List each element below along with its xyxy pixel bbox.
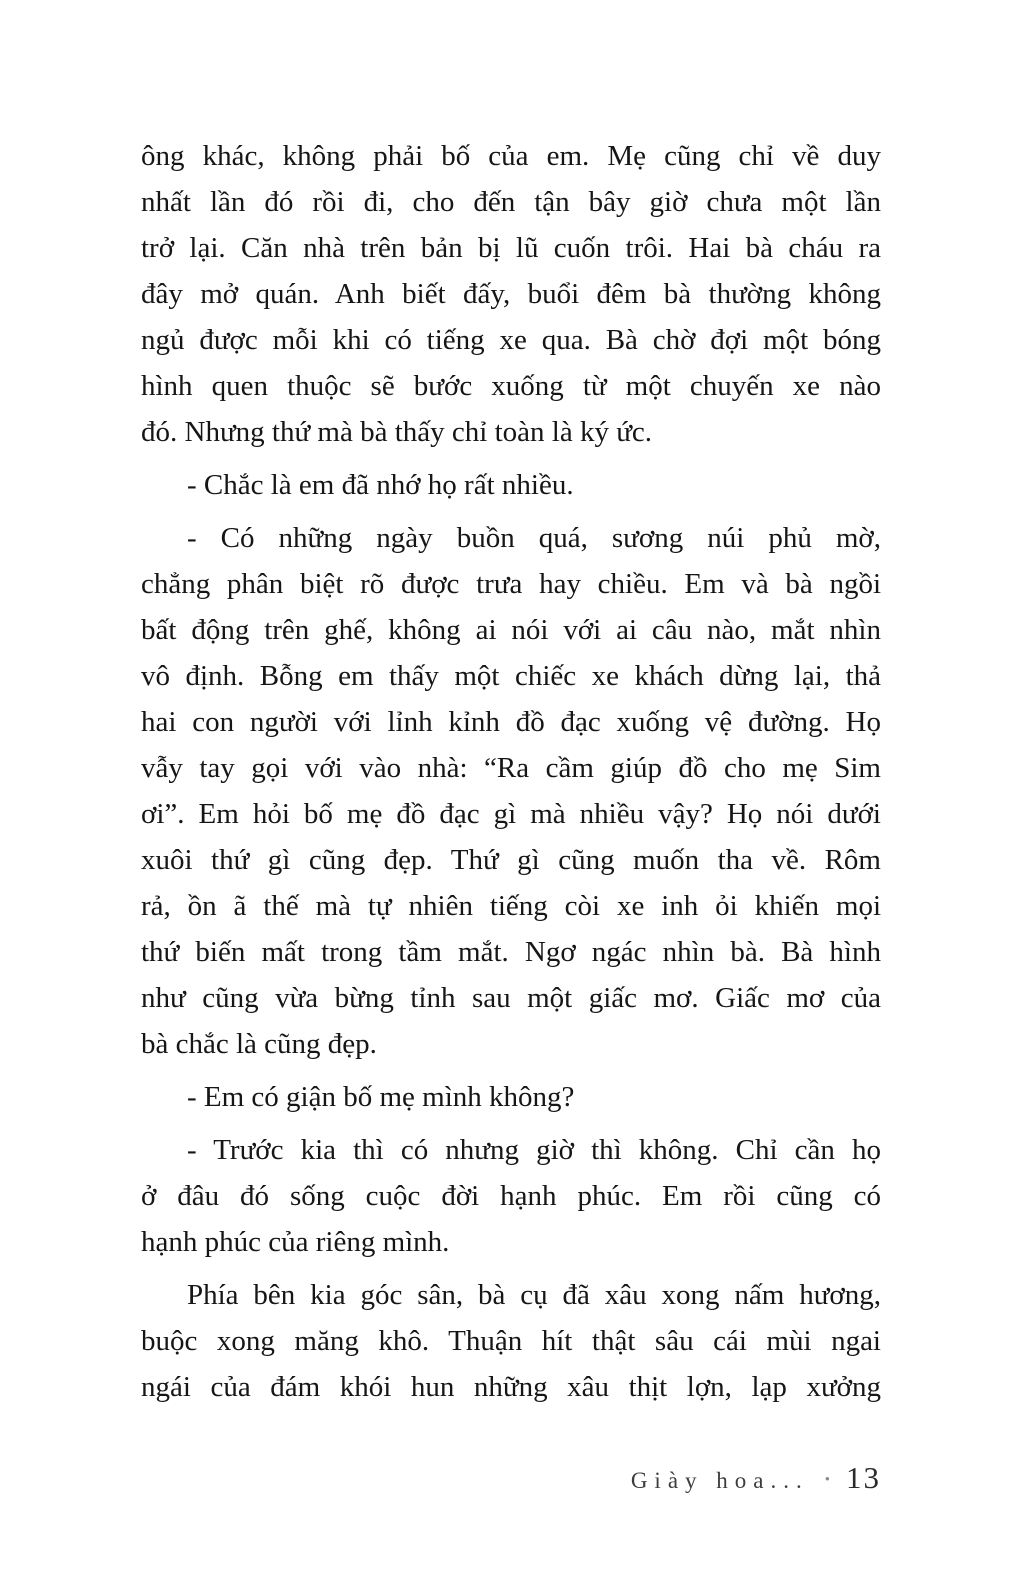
text-line: hình quen thuộc sẽ bước xuống từ một chuyến xe nào <box>141 370 881 402</box>
text-line: - Trước kia thì có nhưng giờ thì không. Chỉ cần họ <box>187 1134 881 1166</box>
text-line: buộc xong măng khô. Thuận hít thật sâu cái mùi ngai <box>141 1325 881 1357</box>
page-number: 13 <box>846 1460 881 1495</box>
text-line: ở đâu đó sống cuộc đời hạnh phúc. Em rồi cũng có <box>141 1180 881 1212</box>
text-line: - Có những ngày buồn quá, sương núi phủ mờ, <box>187 522 881 554</box>
text-line: rả, ồn ã thế mà tự nhiên tiếng còi xe inh ỏi khiến mọi <box>141 890 881 922</box>
paragraph <box>141 1272 881 1410</box>
text-line: - Chắc là em đã nhớ họ rất nhiều. <box>187 469 574 501</box>
paragraph <box>141 462 881 508</box>
paragraph <box>141 1127 881 1265</box>
text-line: đây mở quán. Anh biết đấy, buổi đêm bà thường không <box>141 278 881 310</box>
text-line: hai con người với lỉnh kỉnh đồ đạc xuống vệ đường. Họ <box>141 706 881 738</box>
text-line: đó. Nhưng thứ mà bà thấy chỉ toàn là ký ức. <box>141 416 653 448</box>
text-line: chẳng phân biệt rõ được trưa hay chiều. Em và bà ngồi <box>141 568 881 600</box>
text-line: ngái của đám khói hun những xâu thịt lợn, lạp xưởng <box>141 1371 881 1403</box>
text-line: trở lại. Căn nhà trên bản bị lũ cuốn trôi. Hai bà cháu ra <box>141 232 881 264</box>
text-line: ơi”. Em hỏi bố mẹ đồ đạc gì mà nhiều vậy? Họ nói dưới <box>141 798 881 830</box>
text-line: nhất lần đó rồi đi, cho đến tận bây giờ chưa một lần <box>141 186 881 218</box>
separator-dot-icon: • <box>824 1472 830 1488</box>
text-line: thứ biến mất trong tầm mắt. Ngơ ngác nhìn bà. Bà hình <box>141 936 881 968</box>
text-line: xuôi thứ gì cũng đẹp. Thứ gì cũng muốn tha về. Rôm <box>141 844 881 876</box>
text-line: bất động trên ghế, không ai nói với ai câu nào, mắt nhìn <box>141 614 881 646</box>
paragraph <box>141 133 881 455</box>
text-line: vô định. Bỗng em thấy một chiếc xe khách dừng lại, thả <box>141 660 881 692</box>
text-block <box>141 133 881 1410</box>
text-line: Phía bên kia góc sân, bà cụ đã xâu xong nấm hương, <box>187 1279 881 1311</box>
text-line: vẫy tay gọi với vào nhà: “Ra cầm giúp đồ cho mẹ Sim <box>141 752 881 784</box>
text-line: ngủ được mỗi khi có tiếng xe qua. Bà chờ đợi một bóng <box>141 324 881 356</box>
text-line: - Em có giận bố mẹ mình không? <box>187 1081 575 1113</box>
text-line: ông khác, không phải bố của em. Mẹ cũng chỉ về duy <box>141 140 881 172</box>
text-line: hạnh phúc của riêng mình. <box>141 1226 450 1258</box>
text-line: bà chắc là cũng đẹp. <box>141 1028 377 1060</box>
page-footer <box>141 1460 881 1496</box>
paragraph <box>141 1074 881 1120</box>
paragraph <box>141 515 881 1067</box>
text-line: như cũng vừa bừng tỉnh sau một giấc mơ. Giấc mơ của <box>141 982 881 1014</box>
running-title: Giày hoa... <box>630 1468 809 1493</box>
